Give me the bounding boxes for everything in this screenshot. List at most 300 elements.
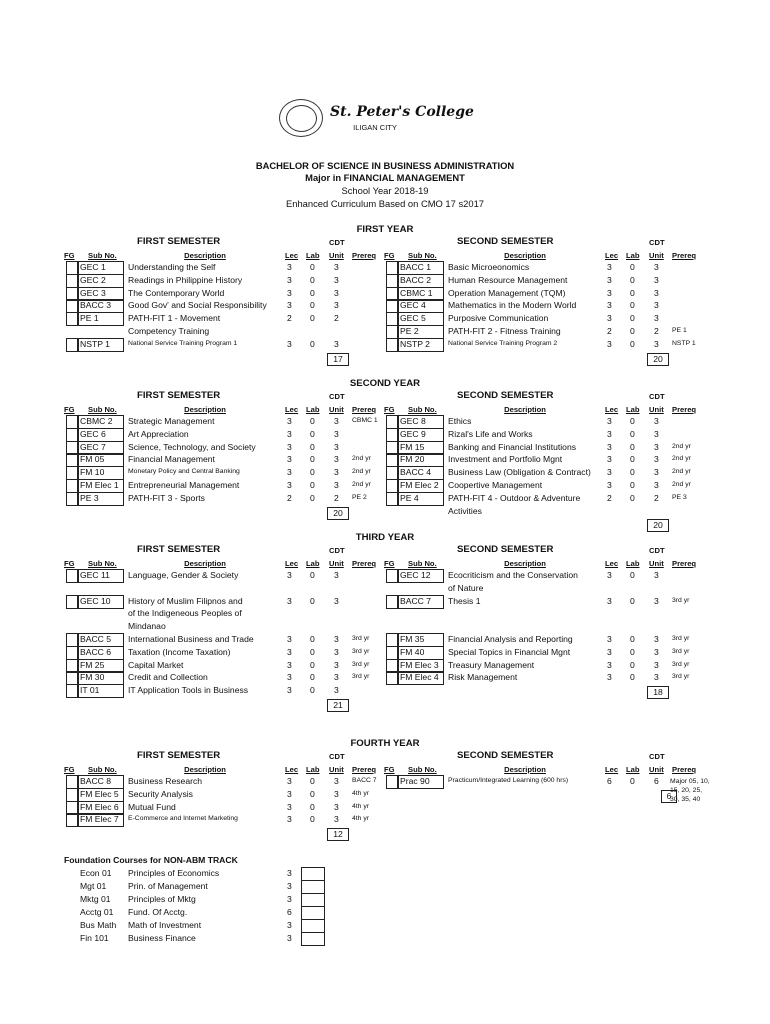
lecture-hours: 3 — [607, 416, 612, 426]
lab-hours: 0 — [310, 789, 315, 799]
lecture-hours: 3 — [287, 480, 292, 490]
lab-hours: 0 — [310, 339, 315, 349]
grade-box[interactable] — [386, 453, 398, 467]
year-title: SECOND YEAR — [349, 378, 421, 389]
subject-description: Taxation (Income Taxation) — [128, 647, 231, 657]
unit-count: 2 — [334, 493, 339, 503]
grade-box[interactable] — [66, 479, 78, 493]
grade-box[interactable] — [66, 595, 78, 609]
unit-count: 3 — [654, 596, 659, 606]
lecture-hours: 3 — [287, 647, 292, 657]
grade-box[interactable] — [386, 775, 398, 789]
unit-count: 3 — [334, 570, 339, 580]
prerequisite: PE 2 — [352, 494, 367, 501]
foundation-code: Bus Math — [80, 920, 117, 930]
unit-count: 3 — [334, 429, 339, 439]
subject-description: The Contemporary World — [128, 288, 225, 298]
subject-description: Entrepreneurial Management — [128, 480, 240, 490]
lab-hours: 0 — [630, 454, 635, 464]
grade-box[interactable] — [386, 299, 398, 313]
prerequisite: PE 3 — [672, 494, 687, 501]
cdt-label: CDT — [329, 752, 345, 761]
lab-hours: 0 — [630, 262, 635, 272]
subject-code: CBMC 2 — [80, 416, 113, 426]
lecture-hours: 3 — [607, 275, 612, 285]
subject-code: FM 25 — [80, 660, 105, 670]
foundation-units: 3 — [287, 894, 292, 904]
lab-hours: 0 — [310, 480, 315, 490]
subject-description: IT Application Tools in Business — [128, 685, 249, 695]
subject-description: Ecocriticism and the Conservation — [448, 570, 578, 580]
grade-box[interactable] — [66, 415, 78, 429]
subject-code: FM Elec 3 — [400, 660, 439, 670]
lecture-hours: 3 — [607, 634, 612, 644]
col-header-sub-no: Sub No. — [88, 405, 117, 414]
grade-box[interactable] — [301, 893, 325, 907]
grade-box[interactable] — [66, 428, 78, 442]
grade-box[interactable] — [386, 466, 398, 480]
col-header-lec: Lec — [605, 559, 619, 568]
unit-count: 3 — [654, 570, 659, 580]
lecture-hours: 3 — [607, 647, 612, 657]
lecture-hours: 2 — [607, 493, 612, 503]
lecture-hours: 3 — [287, 802, 292, 812]
grade-box[interactable] — [386, 338, 398, 352]
grade-box[interactable] — [386, 325, 398, 339]
col-header-lab: Lab — [306, 251, 320, 260]
subject-code: FM Elec 6 — [80, 802, 119, 812]
grade-box[interactable] — [301, 867, 325, 881]
cdt-label: CDT — [329, 392, 345, 401]
lab-hours: 0 — [630, 672, 635, 682]
subject-description: Banking and Financial Institutions — [448, 442, 577, 452]
unit-count: 3 — [334, 467, 339, 477]
col-header-lec: Lec — [605, 405, 619, 414]
unit-count: 3 — [654, 288, 659, 298]
unit-count: 3 — [334, 288, 339, 298]
unit-count: 3 — [654, 480, 659, 490]
lecture-hours: 3 — [607, 480, 612, 490]
lab-hours: 0 — [310, 454, 315, 464]
subject-code: BACC 7 — [400, 596, 432, 606]
col-header-prereq: Prereq — [352, 251, 377, 260]
prerequisite: CBMC 1 — [352, 417, 378, 424]
grade-box[interactable] — [386, 646, 398, 660]
grade-box[interactable] — [301, 880, 325, 894]
lecture-hours: 3 — [607, 660, 612, 670]
foundation-description: Business Finance — [128, 933, 196, 943]
lecture-hours: 3 — [287, 300, 292, 310]
col-header-sub-no: Sub No. — [88, 559, 117, 568]
unit-count: 3 — [654, 300, 659, 310]
grade-box[interactable] — [386, 492, 398, 506]
prerequisite: 2nd yr — [672, 468, 691, 475]
lecture-hours: 3 — [287, 288, 292, 298]
prerequisite: 3rd yr — [672, 635, 690, 642]
col-header-unit: Unit — [329, 559, 344, 568]
subject-description: PATH-FIT 2 - Fitness Training — [448, 326, 561, 336]
lecture-hours: 3 — [607, 672, 612, 682]
lab-hours: 0 — [310, 570, 315, 580]
grade-box[interactable] — [66, 299, 78, 313]
prerequisite: 2nd yr — [672, 481, 691, 488]
unit-total-box: 20 — [647, 353, 669, 366]
foundation-units: 3 — [287, 881, 292, 891]
prerequisite: 3rd yr — [352, 673, 370, 680]
unit-count: 3 — [334, 802, 339, 812]
col-header-lec: Lec — [605, 765, 619, 774]
cdt-label: CDT — [649, 752, 665, 761]
grade-box[interactable] — [66, 274, 78, 288]
subject-code: GEC 2 — [80, 275, 106, 285]
grade-box[interactable] — [66, 453, 78, 467]
subject-description: Coopertive Management — [448, 480, 543, 490]
subject-description: Monetary Policy and Central Banking — [128, 468, 240, 475]
subject-description: Science, Technology, and Society — [128, 442, 256, 452]
subject-description: PATH-FIT 1 - Movement — [128, 313, 221, 323]
col-header-lab: Lab — [626, 765, 640, 774]
year-title: THIRD YEAR — [355, 532, 415, 543]
unit-count: 3 — [334, 300, 339, 310]
cdt-label: CDT — [649, 238, 665, 247]
unit-count: 3 — [334, 596, 339, 606]
grade-box[interactable] — [66, 569, 78, 583]
grade-box[interactable] — [386, 274, 398, 288]
cdt-label: CDT — [649, 392, 665, 401]
school-year: School Year 2018-19 — [341, 185, 429, 196]
unit-count: 3 — [334, 776, 339, 786]
unit-count: 3 — [654, 339, 659, 349]
lab-hours: 0 — [310, 596, 315, 606]
lab-hours: 0 — [310, 416, 315, 426]
lab-hours: 0 — [310, 776, 315, 786]
grade-box[interactable] — [386, 633, 398, 647]
prerequisite: 2nd yr — [672, 443, 691, 450]
lab-hours: 0 — [630, 313, 635, 323]
col-header-sub-no: Sub No. — [408, 765, 437, 774]
lab-hours: 0 — [630, 776, 635, 786]
col-header-lab: Lab — [306, 559, 320, 568]
subject-code: BACC 5 — [80, 634, 112, 644]
grade-box[interactable] — [66, 312, 78, 326]
col-header-prereq: Prereq — [672, 765, 697, 774]
subject-description: Ethics — [448, 416, 472, 426]
foundation-code: Econ 01 — [80, 868, 112, 878]
col-header-description: Description — [184, 251, 226, 260]
grade-box[interactable] — [386, 671, 398, 685]
prerequisite: BACC 7 — [352, 777, 377, 784]
prerequisite: 3rd yr — [672, 597, 690, 604]
subject-description: Activities — [448, 506, 482, 516]
grade-box[interactable] — [66, 492, 78, 506]
lecture-hours: 3 — [607, 454, 612, 464]
lecture-hours: 3 — [287, 454, 292, 464]
grade-box[interactable] — [66, 775, 78, 789]
lecture-hours: 6 — [607, 776, 612, 786]
col-header-description: Description — [184, 405, 226, 414]
col-header-prereq: Prereq — [672, 251, 697, 260]
lecture-hours: 3 — [287, 672, 292, 682]
lecture-hours: 3 — [287, 416, 292, 426]
unit-count: 3 — [334, 685, 339, 695]
col-header-description: Description — [504, 765, 546, 774]
semester-title: FIRST SEMESTER — [137, 236, 221, 247]
unit-count: 3 — [334, 789, 339, 799]
unit-total-box: 6 — [661, 790, 677, 803]
subject-description: National Service Training Program 2 — [448, 340, 558, 347]
prerequisite: 2nd yr — [352, 481, 371, 488]
foundation-units: 3 — [287, 868, 292, 878]
subject-code: FM Elec 7 — [80, 814, 119, 824]
unit-count: 3 — [654, 660, 659, 670]
subject-description: of Nature — [448, 583, 484, 593]
prerequisite: 3rd yr — [352, 648, 370, 655]
foundation-description: Math of Investment — [128, 920, 202, 930]
grade-box[interactable] — [386, 595, 398, 609]
prerequisite: 4th yr — [352, 815, 369, 822]
unit-total-box: 20 — [647, 519, 669, 532]
col-header-unit: Unit — [649, 765, 664, 774]
unit-count: 3 — [654, 442, 659, 452]
subject-code: FM 10 — [80, 467, 105, 477]
col-header-fg: FG — [64, 405, 75, 414]
grade-box[interactable] — [386, 312, 398, 326]
lecture-hours: 3 — [607, 596, 612, 606]
subject-code: FM Elec 2 — [400, 480, 439, 490]
grade-box[interactable] — [386, 569, 398, 583]
unit-count: 3 — [654, 262, 659, 272]
grade-box[interactable] — [66, 466, 78, 480]
lecture-hours: 2 — [287, 313, 292, 323]
lab-hours: 0 — [630, 275, 635, 285]
col-header-sub-no: Sub No. — [408, 251, 437, 260]
unit-count: 3 — [334, 480, 339, 490]
subject-description: Credit and Collection — [128, 672, 208, 682]
grade-box[interactable] — [66, 646, 78, 660]
col-header-prereq: Prereq — [352, 765, 377, 774]
unit-total-box: 18 — [647, 686, 669, 699]
col-header-lab: Lab — [626, 559, 640, 568]
subject-code: GEC 1 — [80, 262, 106, 272]
grade-box[interactable] — [66, 684, 78, 698]
semester-title: SECOND SEMESTER — [457, 544, 554, 555]
subject-code: GEC 11 — [80, 570, 110, 580]
lecture-hours: 3 — [287, 814, 292, 824]
lecture-hours: 3 — [287, 685, 292, 695]
unit-count: 3 — [654, 429, 659, 439]
col-header-sub-no: Sub No. — [88, 765, 117, 774]
col-header-fg: FG — [64, 765, 75, 774]
unit-count: 2 — [334, 313, 339, 323]
unit-count: 3 — [654, 467, 659, 477]
subject-code: FM Elec 4 — [400, 672, 439, 682]
col-header-lab: Lab — [306, 765, 320, 774]
lecture-hours: 3 — [607, 262, 612, 272]
unit-count: 2 — [654, 493, 659, 503]
col-header-lec: Lec — [285, 251, 299, 260]
lab-hours: 0 — [630, 467, 635, 477]
subject-code: GEC 5 — [400, 313, 426, 323]
subject-code: FM Elec 1 — [80, 480, 119, 490]
col-header-sub-no: Sub No. — [88, 251, 117, 260]
lab-hours: 0 — [630, 339, 635, 349]
subject-description: Purposive Communication — [448, 313, 549, 323]
subject-code: GEC 10 — [80, 596, 111, 606]
unit-count: 6 — [654, 776, 659, 786]
subject-description: Business Research — [128, 776, 203, 786]
semester-title: SECOND SEMESTER — [457, 390, 554, 401]
lab-hours: 0 — [310, 300, 315, 310]
subject-code: GEC 8 — [400, 416, 426, 426]
cdt-label: CDT — [329, 546, 345, 555]
program-title: BACHELOR OF SCIENCE IN BUSINESS ADMINISTRATION — [255, 160, 515, 171]
subject-code: PE 3 — [80, 493, 99, 503]
grade-box[interactable] — [66, 261, 78, 275]
subject-description: History of Muslim Filipnos and — [128, 596, 243, 606]
col-header-lec: Lec — [605, 251, 619, 260]
prerequisite: 3rd yr — [352, 635, 370, 642]
curriculum-basis: Enhanced Curriculum Based on CMO 17 s2017 — [285, 198, 485, 209]
unit-count: 3 — [654, 416, 659, 426]
col-header-prereq: Prereq — [352, 559, 377, 568]
subject-code: FM 30 — [80, 672, 105, 682]
unit-total-box: 17 — [327, 353, 349, 366]
grade-box[interactable] — [386, 428, 398, 442]
subject-code: NSTP 2 — [400, 339, 430, 349]
subject-code: CBMC 1 — [400, 288, 433, 298]
foundation-code: Mktg 01 — [80, 894, 111, 904]
prerequisite: 2nd yr — [352, 468, 371, 475]
subject-description: PATH-FIT 3 - Sports — [128, 493, 205, 503]
subject-description: Understanding the Self — [128, 262, 216, 272]
subject-description: Risk Management — [448, 672, 518, 682]
subject-code: PE 4 — [400, 493, 419, 503]
foundation-units: 6 — [287, 907, 292, 917]
lab-hours: 0 — [310, 672, 315, 682]
subject-code: GEC 3 — [80, 288, 106, 298]
subject-code: FM Elec 5 — [80, 789, 119, 799]
foundation-units: 3 — [287, 933, 292, 943]
lab-hours: 0 — [630, 660, 635, 670]
subject-description: National Service Training Program 1 — [128, 340, 238, 347]
unit-total-box: 12 — [327, 828, 349, 841]
unit-count: 3 — [334, 634, 339, 644]
col-header-unit: Unit — [329, 765, 344, 774]
semester-title: SECOND SEMESTER — [457, 236, 554, 247]
subject-description: Basic Microeonomics — [448, 262, 530, 272]
lecture-hours: 3 — [287, 596, 292, 606]
lecture-hours: 2 — [287, 493, 292, 503]
lab-hours: 0 — [630, 634, 635, 644]
col-header-fg: FG — [64, 559, 75, 568]
prerequisite: 2nd yr — [672, 455, 691, 462]
lab-hours: 0 — [630, 416, 635, 426]
grade-box[interactable] — [301, 919, 325, 933]
unit-count: 3 — [334, 416, 339, 426]
lecture-hours: 3 — [607, 339, 612, 349]
year-title: FIRST YEAR — [356, 224, 414, 235]
year-title: FOURTH YEAR — [350, 738, 420, 749]
unit-count: 3 — [654, 672, 659, 682]
foundation-description: Principles of Mktg — [128, 894, 196, 904]
prerequisite: 4th yr — [352, 803, 369, 810]
lecture-hours: 3 — [287, 429, 292, 439]
grade-box[interactable] — [301, 906, 325, 920]
grade-box[interactable] — [66, 671, 78, 685]
col-header-fg: FG — [384, 251, 395, 260]
prerequisite: Major 05, 10, 15, 20, 25, 30, 35, 40 — [670, 778, 710, 803]
foundation-description: Principles of Economics — [128, 868, 220, 878]
col-header-fg: FG — [384, 559, 395, 568]
foundation-description: Fund. Of Acctg. — [128, 907, 188, 917]
subject-code: FM 35 — [400, 634, 425, 644]
lecture-hours: 3 — [287, 776, 292, 786]
unit-count: 3 — [334, 660, 339, 670]
college-seal-logo — [279, 99, 323, 137]
subject-description: Competency Training — [128, 326, 210, 336]
foundation-description: Prin. of Management — [128, 881, 208, 891]
lab-hours: 0 — [310, 802, 315, 812]
unit-count: 3 — [334, 275, 339, 285]
grade-box[interactable] — [66, 788, 78, 802]
foundation-units: 3 — [287, 920, 292, 930]
grade-box[interactable] — [66, 338, 78, 352]
subject-description: PATH-FIT 4 - Outdoor & Adventure — [448, 493, 581, 503]
subject-description: International Business and Trade — [128, 634, 254, 644]
col-header-unit: Unit — [329, 405, 344, 414]
subject-description: Financial Management — [128, 454, 215, 464]
grade-box[interactable] — [301, 932, 325, 946]
grade-box[interactable] — [386, 261, 398, 275]
foundation-code: Fin 101 — [80, 933, 109, 943]
lab-hours: 0 — [310, 288, 315, 298]
lab-hours: 0 — [630, 493, 635, 503]
col-header-lec: Lec — [285, 405, 299, 414]
grade-box[interactable] — [66, 633, 78, 647]
col-header-unit: Unit — [649, 251, 664, 260]
lab-hours: 0 — [630, 288, 635, 298]
grade-box[interactable] — [66, 813, 78, 827]
col-header-fg: FG — [384, 765, 395, 774]
unit-count: 3 — [334, 442, 339, 452]
subject-description: Readings in Philippine History — [128, 275, 243, 285]
subject-code: BACC 8 — [80, 776, 112, 786]
lab-hours: 0 — [310, 262, 315, 272]
subject-description: Mindanao — [128, 621, 166, 631]
lecture-hours: 3 — [287, 275, 292, 285]
cdt-label: CDT — [649, 546, 665, 555]
unit-count: 3 — [334, 814, 339, 824]
subject-code: GEC 12 — [400, 570, 431, 580]
col-header-sub-no: Sub No. — [408, 405, 437, 414]
subject-description: Financial Analysis and Reporting — [448, 634, 573, 644]
lecture-hours: 3 — [607, 288, 612, 298]
col-header-prereq: Prereq — [672, 559, 697, 568]
subject-description: Capital Market — [128, 660, 184, 670]
unit-count: 3 — [654, 275, 659, 285]
subject-code: Prac 90 — [400, 776, 430, 786]
subject-description: Operation Management (TQM) — [448, 288, 566, 298]
prerequisite: 3rd yr — [672, 661, 690, 668]
col-header-description: Description — [504, 559, 546, 568]
unit-count: 3 — [334, 339, 339, 349]
col-header-description: Description — [184, 559, 226, 568]
subject-code: GEC 4 — [400, 300, 426, 310]
lab-hours: 0 — [630, 326, 635, 336]
subject-description: Rizal's Life and Works — [448, 429, 533, 439]
grade-box[interactable] — [386, 415, 398, 429]
grade-box[interactable] — [386, 479, 398, 493]
